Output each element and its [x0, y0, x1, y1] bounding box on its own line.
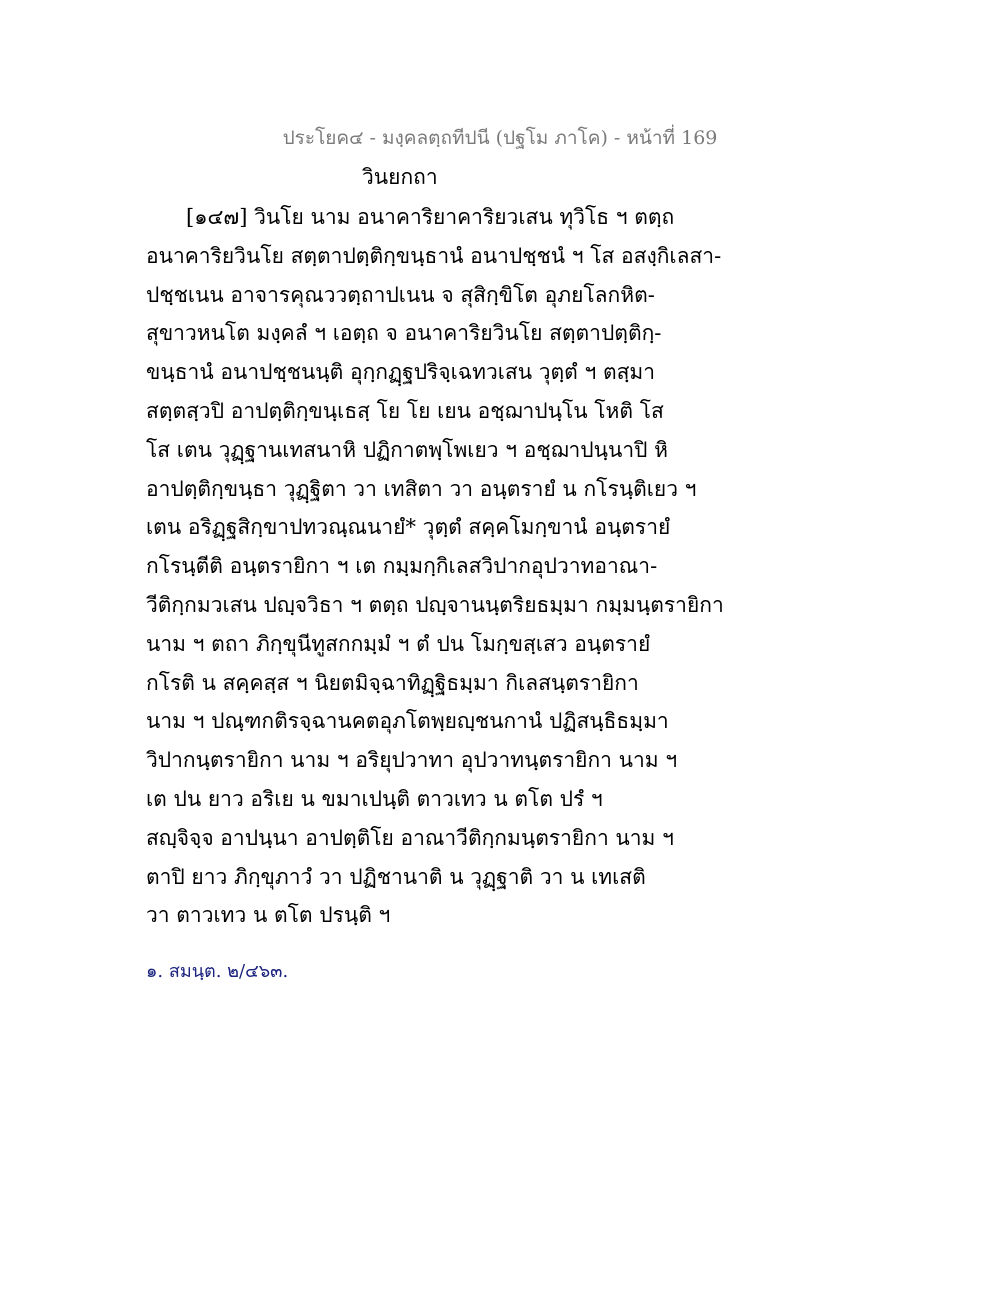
text-line: ปชฺชเนน อาจารคุณววตฺถาปเนน จ สุสิกฺขิโต อุภยโลกหิต- [146, 282, 655, 307]
text-line: โส เตน วุฏฺฐานเทสนาหิ ปฏิกาตพฺโพเยว ฯ อชฺฌาปนฺนาปิ หิ [146, 437, 668, 462]
body-text [146, 198, 724, 935]
text-line: สญฺจิจฺจ อาปนฺนา อาปตฺติโย อาณาวีติกฺกมนฺตรายิกา นาม ฯ [146, 825, 674, 850]
text-line: วีติกฺกมวเสน ปญฺจวิธา ฯ ตตฺถ ปญฺจานนฺตริยธมฺมา กมฺมนฺตรายิกา [146, 592, 724, 617]
text-line: [๑๔๗] วินโย นาม อนาคาริยาคาริยวเสน ทุวิโธ ฯ ตตฺถ [186, 205, 675, 229]
text-line: เต ปน ยาว อริเย น ขมาเปนฺติ ตาวเทว น ตโต ปรํ ฯ [146, 786, 603, 811]
text-line: อาปตฺติกฺขนฺธา วุฏฺฐิตา วา เทสิตา วา อนฺตรายํ น กโรนฺติเยว ฯ [146, 476, 697, 501]
text-line: วา ตาวเทว น ตโต ปรนฺติ ฯ [146, 903, 391, 928]
text-line: ตาปิ ยาว ภิกฺขุภาวํ วา ปฏิชานาติ น วุฏฺฐาติ วา น เทเสติ [146, 864, 646, 889]
running-header-text: ประโยค๔ - มงฺคลตฺถทีปนี (ปฐโม ภาโค) - หน้าที่ 169 [282, 127, 718, 149]
text-line: สตฺตสฺวปิ อาปตฺติกฺขนฺเธสฺ โย โย เยน อชฺฌาปนฺโน โหติ โส [146, 398, 664, 423]
text-line: กโรติ น สคฺคสฺส ฯ นิยตมิจฺฉาทิฏฺฐิธมฺมา กิเลสนฺตรายิกา [146, 670, 639, 695]
text-line: อนาคาริยวินโย สตฺตาปตฺติกฺขนฺธานํ อนาปชฺชนํ ฯ โส อสงฺกิเลสา- [146, 243, 722, 268]
text-line: เตน อริฏฺฐสิกฺขาปทวณฺณนายํ* วุตฺตํ สคฺคโมกฺขานํ อนฺตรายํ [146, 515, 671, 540]
text-line: ขนฺธานํ อนาปชฺชนนฺติ อุกฺกฏฺฐปริจฺเฉทวเสน วุตฺตํ ฯ ตสฺมา [146, 360, 656, 385]
section-title: วินยกถา [362, 165, 438, 189]
text-line: นาม ฯ ตถา ภิกฺขุนีทูสกกมฺมํ ฯ ตํ ปน โมกฺขสฺเสว อนฺตรายํ [146, 631, 651, 656]
text-line: สุขาวหนโต มงฺคลํ ฯ เอตฺถ จ อนาคาริยวินโย สตฺตาปตฺติกฺ- [146, 321, 662, 346]
text-line: นาม ฯ ปณฺฑกติรจฺฉานคตอุภโตพฺยญฺชนกานํ ปฏิสนฺธิธมฺมา [146, 709, 669, 734]
text-line: กโรนฺตีติ อนฺตรายิกา ฯ เต กมฺมกฺกิเลสวิปากอุปวาทอาณา- [146, 554, 658, 579]
running-header [0, 123, 1000, 153]
footnote: ๑. สมนฺต. ๒/๔๖๓. [146, 961, 289, 982]
text-line: วิปากนฺตรายิกา นาม ฯ อริยุปวาทา อุปวาทนฺตรายิกา นาม ฯ [146, 748, 678, 773]
